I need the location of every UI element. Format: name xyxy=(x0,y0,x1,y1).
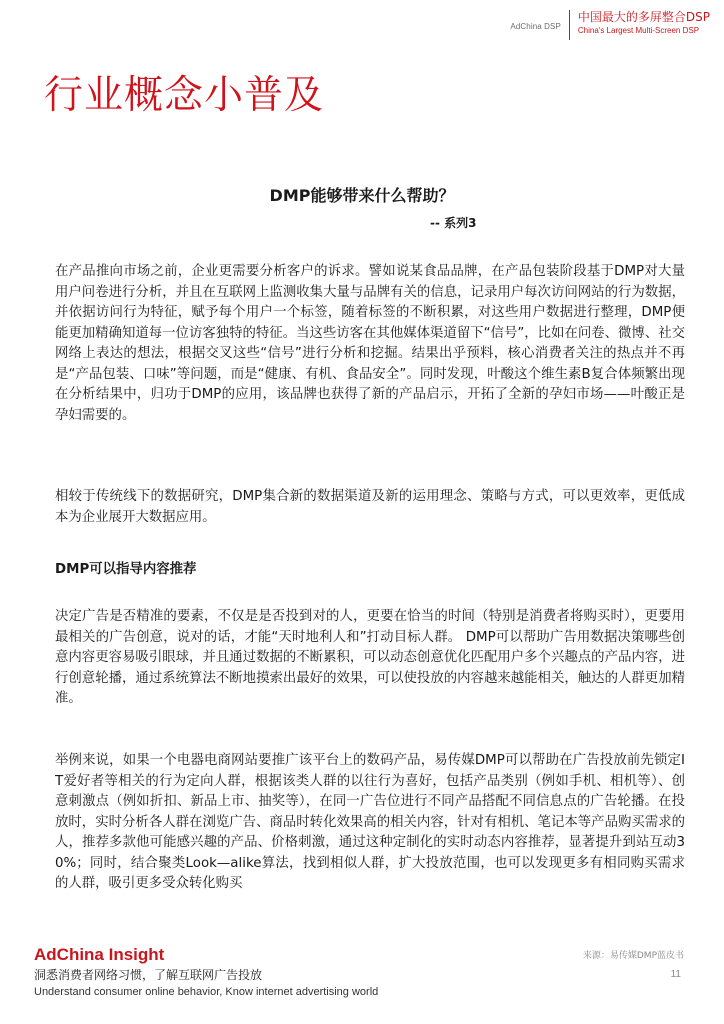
brand-tagline-zh: 中国最大的多屏整合DSP xyxy=(577,10,710,24)
paragraph-2: 相较于传统线下的数据研究，DMP集合新的数据渠道及新的运用理念、策略与方式，可以更效率，更低成本为企业展开大数据应用。 xyxy=(55,489,685,525)
footer-tagline-zh: 洞悉消费者网络习惯，了解互联网广告投放 xyxy=(34,968,263,982)
page-number: 11 xyxy=(670,969,681,980)
paragraph-3: 决定广告是否精准的要素，不仅是是否投到对的人，更要在恰当的时间（特别是消费者将购买时），更要用最相关的广告创意，说对的话，才能“天时地利人和”打动目标人群。 DMP可以帮助广告用数据决策哪些创意内容更容易吸引眼球，并且通过数据的不断累积，可以动态创意优化匹配用户多个兴趣点的产品内容，进行创意轮播，通过系统算法不断地摸索出最好的效果，可以使投放的内容越来越能相关，触达的人群更加精准。 xyxy=(55,609,685,706)
paragraph-4: 举例来说，如果一个电器电商网站要推广该平台上的数码产品，易传媒DMP可以帮助在广告投放前先锁定IT爱好者等相关的行为定向人群，根据该类人群的以往行为喜好，包括产品类别（例如手机、相机等）、创意刺激点（例如折扣、新品上市、抽奖等），在同一广告位进行不同产品搭配不同信息点的广告轮播。在投放时，实时分析各人群在浏览广告、商品时转化效果高的相关内容，针对有相机、笔记本等产品购买需求的人，推荐多款他可能感兴趣的产品、价格刺激，通过这种定制化的实时动态内容推荐，显著提升到站互动30%；同时，结合聚类Look—alike算法，找到相似人群，扩大投放范围，也可以发现更多有相同购买需求的人群，吸引更多受众转化购买 xyxy=(55,753,685,891)
paragraph-1: 在产品推向市场之前，企业更需要分析客户的诉求。譬如说某食品品牌，在产品包装阶段基于DMP对大量用户问卷进行分析，并且在互联网上监测收集大量与品牌有关的信息，记录用户每次访问网站的行为数据，并依据访问行为特征，赋予每个用户一个标签，随着标签的不断积累，对这些用户数据进行整理，DMP便能更加精确知道每一位访客独特的特征。当这些访客在其他媒体渠道留下“信号”，比如在问卷、微博、社交网络上表达的想法，根据交叉这些“信号”进行分析和挖掘。结果出乎预料，核心消费者关注的热点并不再是“产品包装、口味”等问题，而是“健康、有机、食品安全”。同时发现，叶酸这个维生素B复合体频繁出现在分析结果中，归功于DMP的应用，该品牌也获得了新的产品启示，开拓了全新的孕妇市场——叶酸正是孕妇需要的。 xyxy=(55,264,685,423)
section-heading: DMP可以指导内容推荐 xyxy=(55,562,197,577)
header-brand xyxy=(510,10,710,40)
series-label: -- 系列3 xyxy=(430,216,477,230)
brand-tagline xyxy=(578,10,710,36)
source-note: 来源：易传媒DMP蓝皮书 xyxy=(582,951,684,961)
brand-small-label: AdChina DSP xyxy=(510,22,561,31)
page-title: 行业概念小普及 xyxy=(44,73,325,118)
brand-divider xyxy=(569,10,570,40)
footer-brand: AdChina Insight xyxy=(34,945,165,964)
footer-tagline-en: Understand consumer online behavior, Know internet advertising world xyxy=(34,986,379,998)
brand-tagline-en: China's Largest Multi-Screen DSP xyxy=(577,26,700,35)
article-subtitle: DMP能够带来什么帮助？ xyxy=(269,186,455,205)
